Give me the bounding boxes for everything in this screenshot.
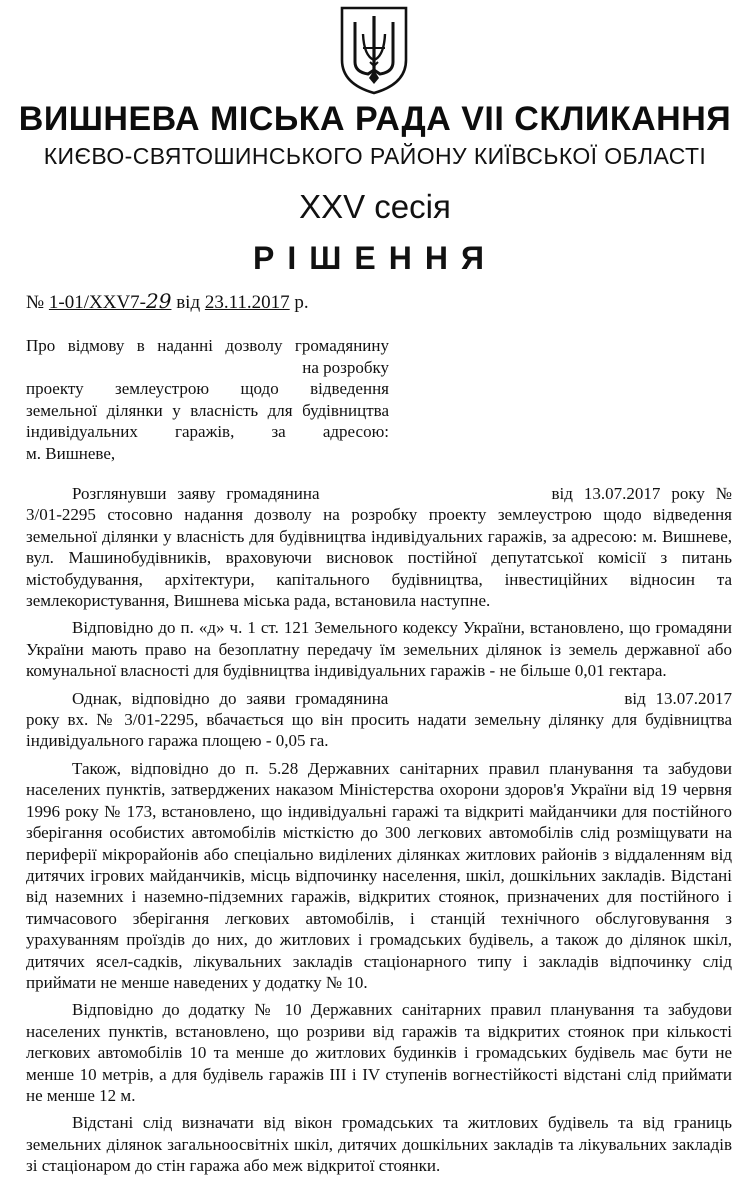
decision-number-line [26, 289, 309, 314]
council-title: ВИШНЕВА МІСЬКА РАДА VII СКЛИКАННЯ [18, 100, 732, 138]
subject-line: м. Вишневе, [26, 443, 116, 463]
paragraph: Відповідно до п. «д» ч. 1 ст. 121 Земельного кодексу України, встановлено, що громадяни України мають право на безоплатну передачу їм земельних ділянок із земель державної або комунальної власності для будівництва індивідуальних гаражів - не більше 0,01 гектара. [26, 618, 732, 681]
decision-date: 23.11.2017 [204, 292, 290, 313]
paragraph: Відстані слід визначати від вікон громадських та житлових будівель та від границь земельних ділянок загальноосвітніх шкіл, дитячих дошкільних закладів та лікувальних закладів зі стаціонаром до стін гаража або меж відкритої стоянки. [26, 1113, 732, 1176]
handwritten-number: 29 [146, 289, 172, 313]
subject-line: проекту землеустрою щодо відведення [26, 379, 389, 398]
decision-body [26, 483, 732, 1183]
decision-number: 1-01/XXV7-29 [48, 289, 172, 313]
paragraph: Відповідно до додатку № 10 Державних санітарних правил планування та забудови населених пунктів, встановлено, що розриви від гаражів та відкритих стоянок при кількості легкових автомобілів 10 та менше до житлових будинків і громадських будівель має бути не менше 10 метрів, а для будівель гаражів III і IV ступенів вогнестійкості відстані слід приймати не менше 12 м. [26, 1000, 732, 1105]
subject-line: земельної ділянки у власність для будівництва [26, 400, 389, 420]
date-prefix: від [176, 292, 201, 313]
number-prefix: № [26, 292, 45, 313]
session-label: XXV сесія [299, 188, 451, 225]
date-suffix: р. [294, 292, 309, 313]
decision-subject [26, 335, 389, 464]
decision-title: РІШЕННЯ [253, 240, 497, 276]
paragraph: Також, відповідно до п. 5.28 Державних санітарних правил планування та забудови населених пунктів, затверджених наказом Міністерства охорони здоров'я України від 19 червня 1996 року № 173, встановлено, що індивідуальні гаражі та відкриті майданчики для постійного зберігання особистих автомобілів місткістю до 300 легкових автомобілів слід розміщувати на периферії мікрорайонів або спеціально виділених ділянках житлових районів з віддаленням від дитячих ігрових майданчиків, місць відпочинку населення, шкіл, дошкільних закладів. Відстані від наземних і наземно-підземних гаражів, відкритих стоянок, призначених для постійного і тимчасового зберігання легкових автомобілів, і станцій технічного обслуговування з урахуванням проїздів до них, до житлових і громадських будівель, а також до ділянок шкіл, дитячих ясел-садків, лікувальних закладів стаціонарного типу і закладів відпочинку слід приймати не менше наведених у додатку № 10. [26, 758, 732, 992]
paragraph: Однак, відповідно до заяви громадянина від 13.07.2017 року вх. № 3/01-2295, вбачається що він просить надати земельну ділянку для будівництва індивідуального гаража площею - 0,05 га. [26, 688, 732, 751]
paragraph: Розглянувши заяву громадянина від 13.07.2017 року № 3/01-2295 стосовно надання дозволу на розробку проекту землеустрою щодо відведення земельної ділянки у власність для будівництва індивідуальних гаражів, за адресою: м. Вишневе, вул. Машинобудівників, враховуючи висновок постійної депутатської комісії з питань містобудування, архітектури, капітального будівництва, інвестиційних відносин та землекористування, Вишнева міська рада, встановила наступне. [26, 484, 733, 611]
subject-line: Про відмову в наданні дозволу громадянину [26, 336, 389, 355]
district-subtitle: КИЄВО-СВЯТОШИНСЬКОГО РАЙОНУ КИЇВСЬКОЇ ОБЛАСТІ [43, 143, 707, 169]
subject-line: індивідуальних гаражів, за адресою: [26, 422, 389, 441]
coat-of-arms-icon [338, 4, 410, 96]
subject-line: на розробку [302, 357, 389, 377]
